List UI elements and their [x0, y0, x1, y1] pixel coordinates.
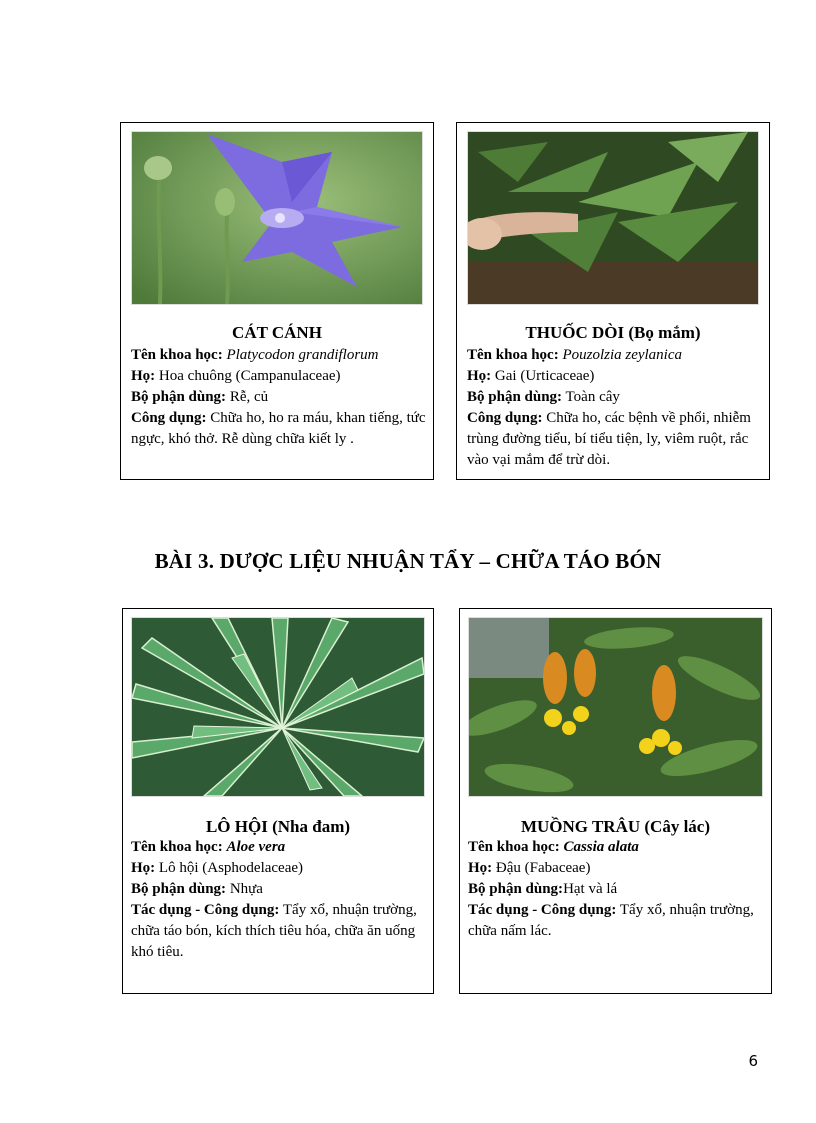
family-row: Họ: Hoa chuông (Campanulaceae): [131, 368, 341, 384]
part-used-row: Bộ phận dùng: Nhựa: [131, 881, 263, 897]
part-used-row: Bộ phận dùng:Hạt và lá: [468, 881, 618, 897]
plant-name: LÔ HỘI (Nha đam): [205, 817, 351, 836]
plant-card-cat-canh: [120, 122, 434, 480]
platycodon-flower-photo: [131, 131, 423, 305]
section-title: BÀI 3. DƯỢC LIỆU NHUẬN TẨY – CHỮA TÁO BÓN: [154, 549, 662, 573]
plant-details: [131, 837, 426, 963]
page-number: 6: [748, 1052, 758, 1070]
pouzolzia-leaves-photo: [467, 131, 759, 305]
scientific-name-row: Tên khoa học: Pouzolzia zeylanica: [467, 347, 683, 363]
aloe-vera-photo: [131, 617, 425, 797]
part-used-row: Bộ phận dùng: Rễ, củ: [131, 389, 269, 405]
plant-details: [131, 345, 426, 450]
scientific-name-row: Tên khoa học: Aloe vera: [131, 839, 286, 855]
family-row: Họ: Đậu (Fabaceae): [468, 860, 591, 876]
use-row: Tác dụng - Công dụng: Tẩy xổ, nhuận trường, chữa táo bón, kích thích tiêu hóa, chữa ăn uống khó tiêu.: [131, 902, 417, 960]
cassia-alata-photo: [468, 617, 763, 797]
use-row: Công dụng: Chữa ho, ho ra máu, khan tiếng, tức ngực, khó thở. Rễ dùng chữa kiết ly .: [131, 410, 426, 447]
plant-name: MUỒNG TRÂU (Cây lác): [520, 817, 711, 836]
plant-card-lo-hoi: [122, 608, 434, 994]
plant-card-thuoc-doi: [456, 122, 770, 480]
part-used-row: Bộ phận dùng: Toàn cây: [467, 389, 620, 405]
scientific-name-row: Tên khoa học: Cassia alata: [468, 839, 639, 855]
plant-name: CÁT CÁNH: [232, 323, 322, 342]
plant-details: [468, 837, 763, 942]
use-row: Tác dụng - Công dụng: Tẩy xổ, nhuận trường, chữa nấm lác.: [468, 902, 754, 939]
plant-card-muong-trau: [459, 608, 772, 994]
plant-details: [467, 345, 762, 471]
plant-name: THUỐC DÒI (Bọ mắm): [525, 323, 701, 342]
use-row: Công dụng: Chữa ho, các bệnh về phổi, nhiễm trùng đường tiểu, bí tiểu tiện, ly, viêm ruột, rắc vào vại mắm để trừ dòi.: [467, 410, 751, 468]
family-row: Họ: Gai (Urticaceae): [467, 368, 595, 384]
family-row: Họ: Lô hội (Asphodelaceae): [131, 860, 304, 876]
scientific-name-row: Tên khoa học: Platycodon grandiflorum: [131, 347, 379, 363]
